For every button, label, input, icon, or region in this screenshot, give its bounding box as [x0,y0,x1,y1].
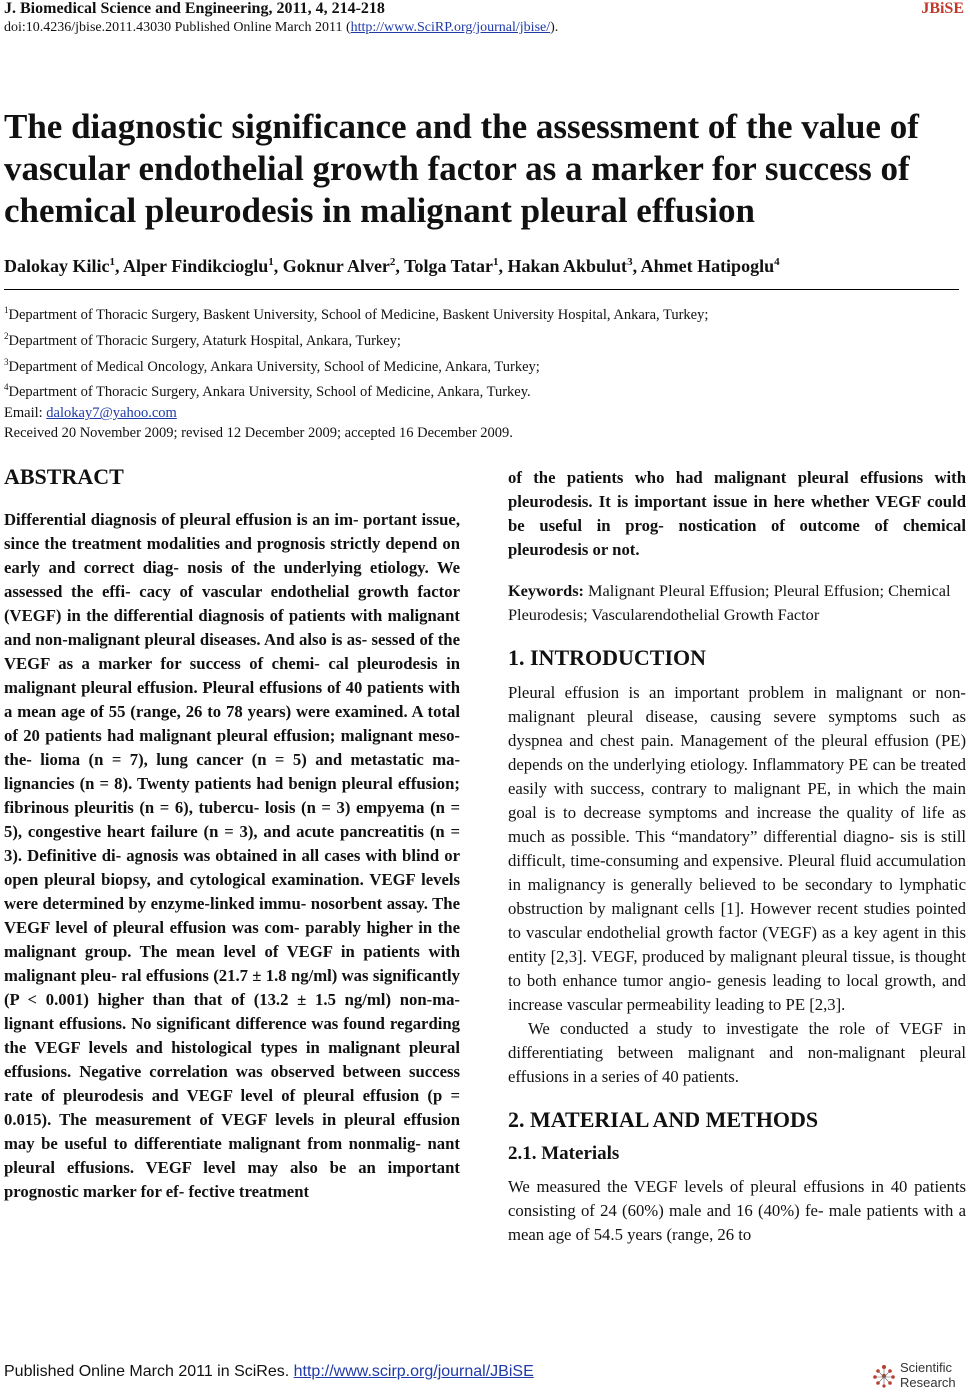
introduction-paragraph: Pleural effusion is an important problem in malignant or non-malignant pleural disease, causing severe symptoms such as dyspnea and chest pain. Management of the pleural effusion (PE) depends on the underlying etiology. Inflammatory PE can be treated easily with success, contrary to malignant PE, in which the main goal is to decrease symptoms and increase the quality of life as much as possible. This “mandatory” differential diagno- sis is still difficult, time-consuming and expensive. Pleural fluid accumulation in malignancy is generally believed to be secondary to lymphatic obstruction by malignant cells [1]. However recent studies pointed to vascular endothelial growth factor (VEGF) as a key agent in this entity [2,3]. VEGF, produced by malignant pleural tissue, is thought to both enhance tumor angio- genesis leading to local growth, and increase vascular permeability leading to PE [2,3]. [508,683,966,1014]
right-column [508,466,966,1247]
author: Tolga Tatar$^1$, [404,256,508,276]
logo-wordmark: Scientific Research [900,1360,956,1390]
affiliation: $^2$Department of Thoracic Surgery, Ataturk Hospital, Ankara, Turkey; [4,330,401,349]
affiliation: $^1$Department of Thoracic Surgery, Baskent University, School of Medicine, Baskent University Hospital, Ankara, Turkey; [4,305,709,323]
author-list [4,256,964,277]
left-column [4,464,460,1204]
footer-link[interactable]: http://www.scirp.org/journal/JBiSE [293,1363,534,1380]
received-dates: Received 20 November 2009; revised 12 December 2009; accepted 16 December 2009. [4,425,513,441]
affiliation: $^4$Department of Thoracic Surgery, Ankara University, School of Medicine, Ankara, Turkey. [4,382,531,401]
affiliations [4,300,964,424]
email-line [4,403,964,424]
abstract-continuation: of the patients who had malignant pleural effusions with pleurodesis. It is important issue in here whether VEGF could be useful in prog- nostication of outcome of chemical pleurodesis or not. [508,468,966,559]
journal-citation: J. Biomedical Science and Engineering, 2011, 4, 214-218 [4,0,385,17]
keywords [508,579,966,627]
introduction-heading: 1. INTRODUCTION [508,645,707,670]
email-link[interactable]: dalokay7@yahoo.com [46,405,177,422]
author-divider [4,289,959,290]
keywords-label: Keywords: [508,581,584,600]
author: Alper Findikcioglu$^1$, [123,256,283,276]
abstract-heading: ABSTRACT [4,464,124,489]
paper-title: The diagnostic significance and the assessment of the value of vascular endothelial growth factor as a marker for success of chemical pleurodesis in malignant pleural effusion [4,107,919,230]
doi-suffix: ). [550,20,559,35]
doi-line [4,20,558,36]
author: Ahmet Hatipoglu$^4$ [640,256,780,276]
footer [4,1363,534,1381]
materials-subheading: 2.1. Materials [508,1143,620,1164]
publisher-logo [872,1360,962,1392]
materials-paragraph: We measured the VEGF levels of pleural effusions in 40 patients consisting of 24 (60%) male and 16 (40%) fe- male patients with a mean age of 54.5 years (range, 26 to [508,1177,966,1244]
journal-abbreviation: JBiSE [921,0,964,17]
author: Hakan Akbulut$^3$, [507,256,641,276]
journal-link[interactable]: http://www.SciRP.org/journal/jbise/ [350,20,551,35]
abstract-body: Differential diagnosis of pleural effusion is an im- portant issue, since the treatment modalities and prognosis strictly depend on early and correct diag- nosis of the underlying etiology. We assessed the effi- cacy of vascular endothelial growth factor (VEGF) in the differential diagnosis of patients with malignant and non-malignant pleural diseases. And also is as- sessed of the VEGF as a marker for success of chemi- cal pleurodesis in malignant pleural effusion. Pleural effusions of 40 patients with a mean age of 55 (range, 26 to 78 years) were examined. A total of 20 patients had malignant pleural effusion; malignant meso- the- lioma (n = 7), lung cancer (n = 5) and metastatic ma- lignancies (n = 8). Twenty patients had benign pleural effusion; fibrinous pleuritis (n = 6), tubercu- losis (n = 3) empyema (n = 5), congestive heart failure (n = 3), and acute pancreatitis (n = 3). Definitive di- agnosis was obtained in all cases with blind or open pleural biopsy, and cytological examination. VEGF levels were determined by enzyme-linked immu- nosorbent assay. The VEGF level of pleural effusion was com- parably higher in the malignant group. The mean level of VEGF in patients with malignant pleu- ral effusions (21.7 ± 1.8 ng/ml) was significantly (P < 0.001) higher than that of (13.2 ± 1.5 ng/ml) non-ma- lignant effusions. No significant difference was found regarding the VEGF levels and histological types in malignant pleural effusions. Negative correlation was observed between success rate of pleurodesis and VEGF level of pleural effusion (p = 0.015). The measurement of VEGF levels in pleural effusion may be useful to differentiate malignant from nonmalig- nant pleural effusions. VEGF level may also be an important prognostic marker for ef- fective treatment [4,510,460,1201]
scientific-research-logo-icon [872,1364,896,1388]
author: Dalokay Kilic$^1$, [4,256,124,276]
doi-text: doi:10.4236/jbise.2011.43030 Published Online March 2011 ( [4,20,351,35]
keywords-text: Malignant Pleural Effusion; Pleural Effusion; Chemical Pleurodesis; Vascularendothelial Growth Factor [508,581,951,624]
methods-heading: 2. MATERIAL AND METHODS [508,1107,819,1132]
email-label: Email: [4,405,47,422]
introduction-paragraph: We conducted a study to investigate the role of VEGF in differentiating between malignant and non-malignant pleural effusions in a series of 40 patients. [508,1019,966,1086]
author: Goknur Alver$^2$, [282,256,405,276]
footer-text: Published Online March 2011 in SciRes. [4,1363,294,1380]
affiliation: $^3$Department of Medical Oncology, Ankara University, School of Medicine, Ankara, Turkey; [4,356,540,375]
